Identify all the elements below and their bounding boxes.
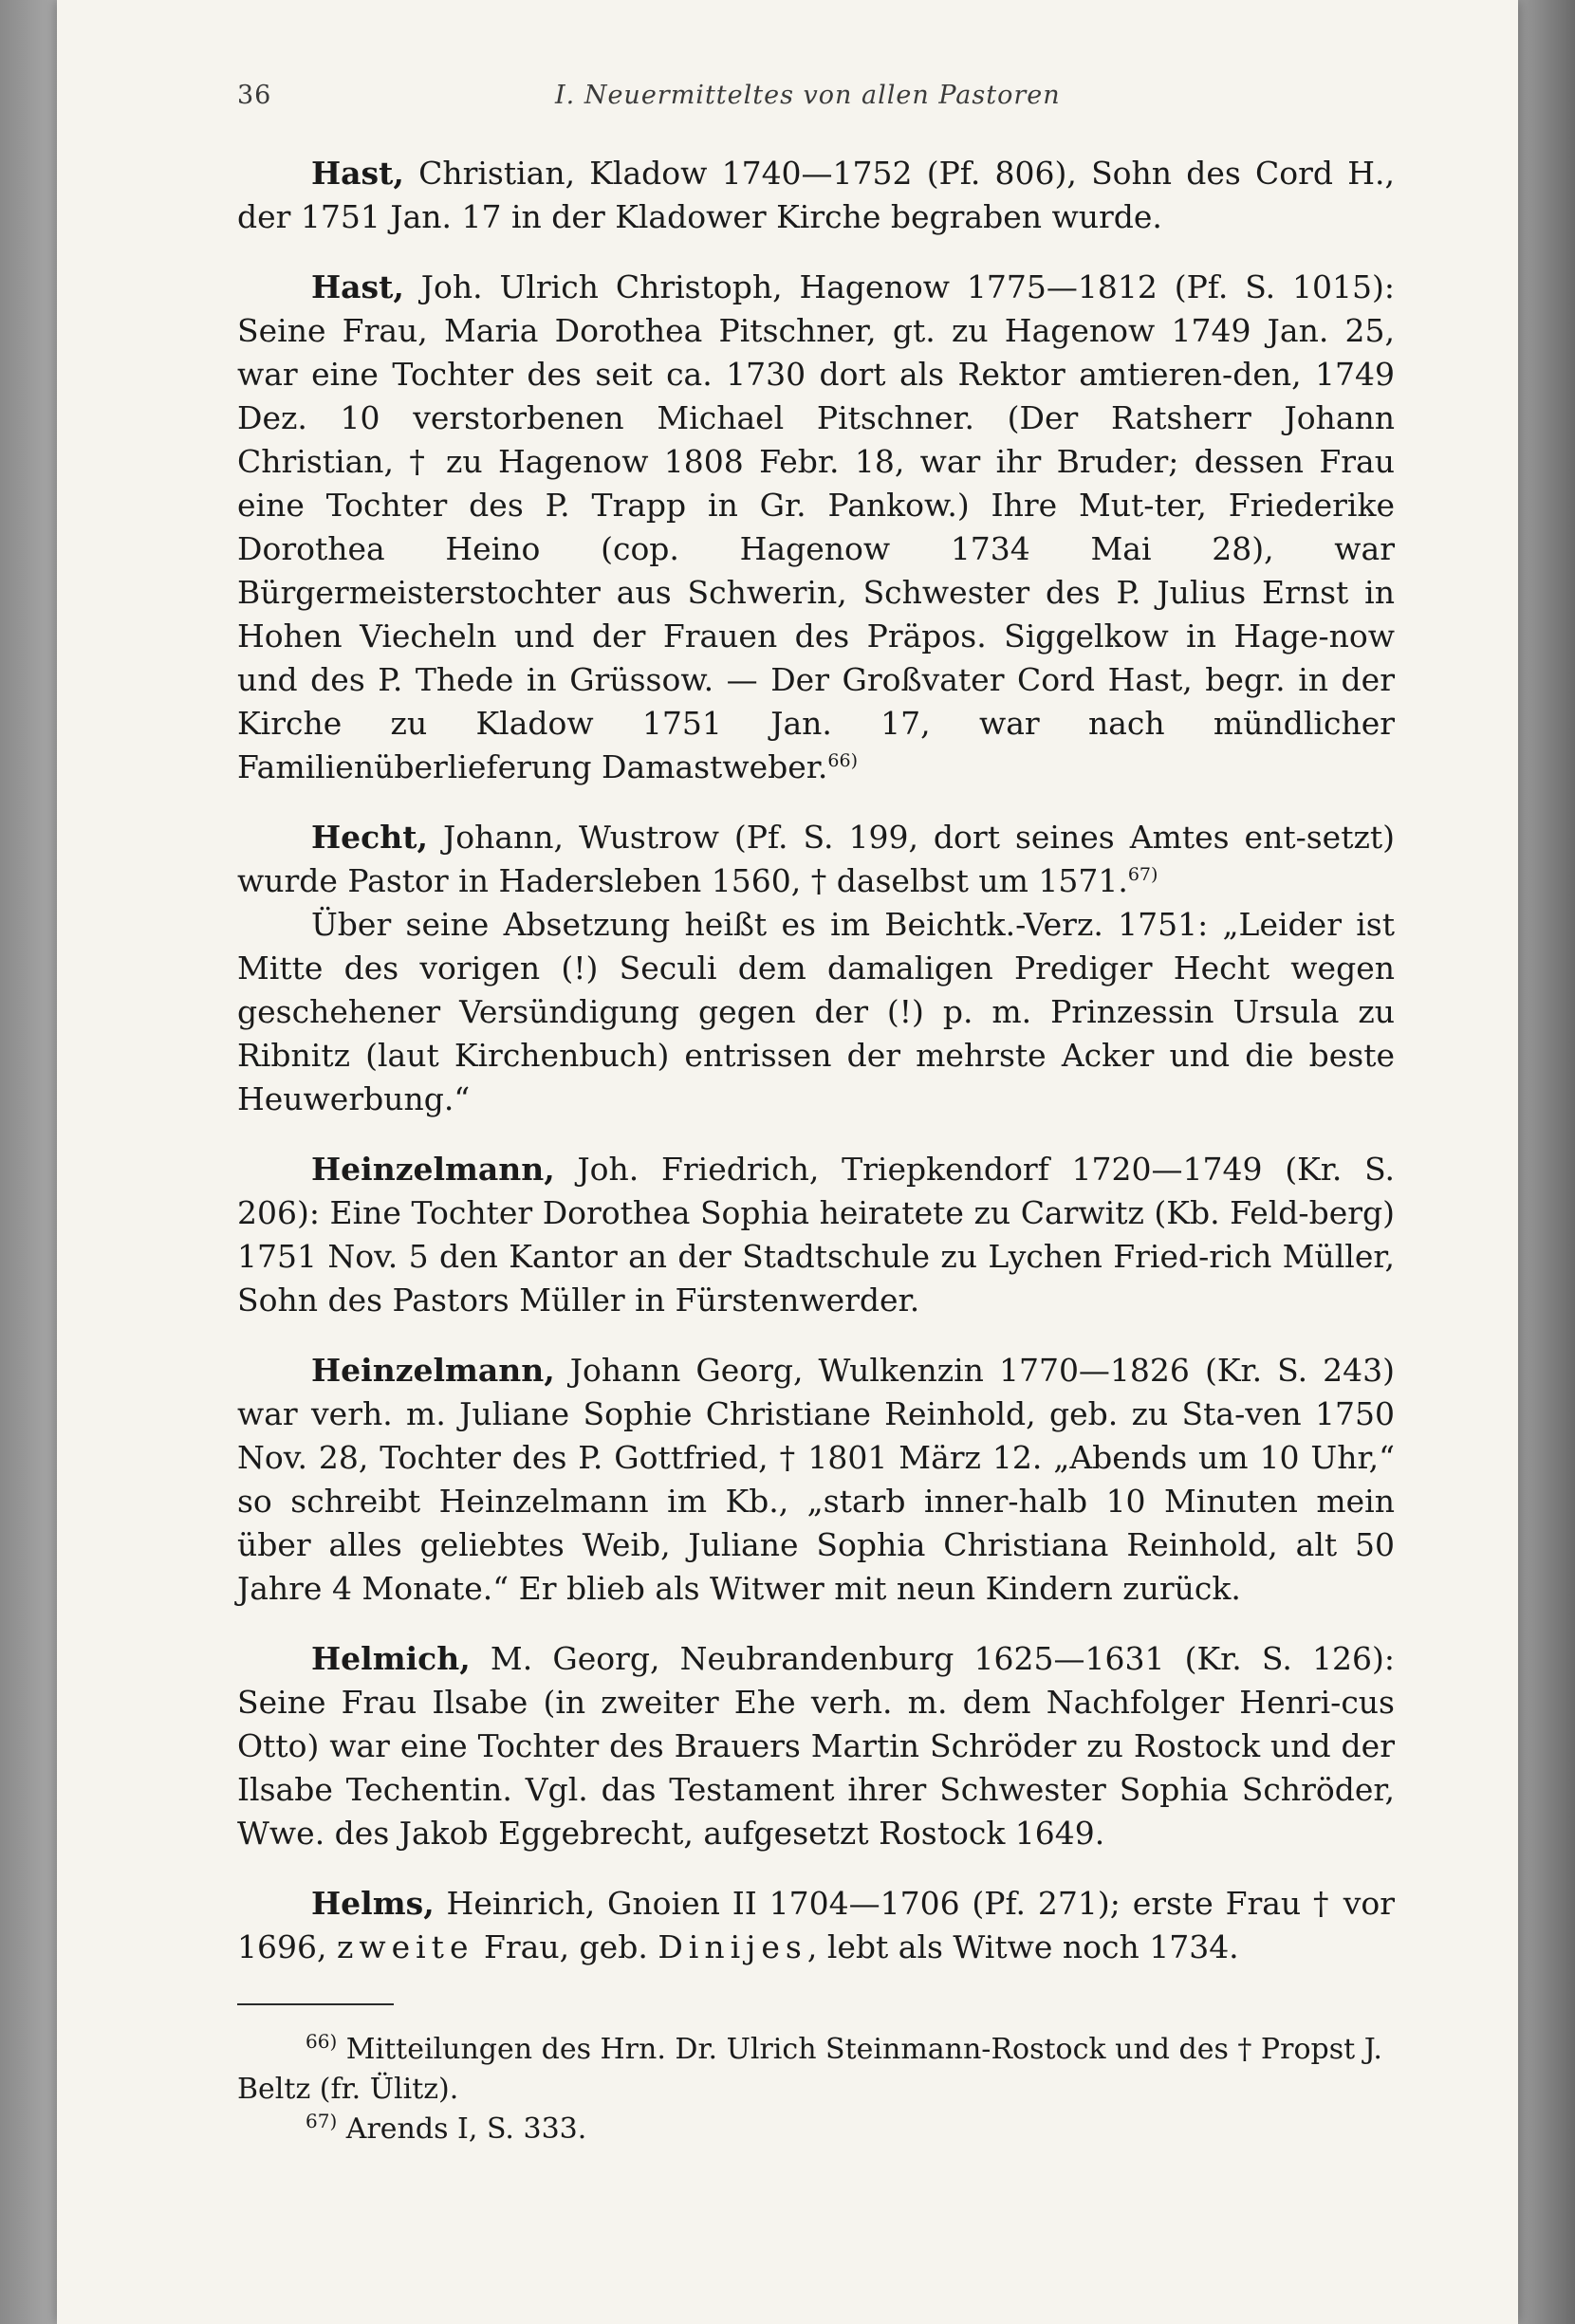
entry-text: Frau, geb.: [473, 1928, 658, 1965]
entry-name: Hecht,: [311, 819, 428, 856]
footnote-ref: 67): [1127, 864, 1158, 885]
footnote-66: [237, 2030, 1395, 2110]
book-page: [57, 0, 1518, 2324]
entry-continuation: Über seine Absetzung heißt es im Beichtk.-Verz. 1751: „Leider ist Mitte des vorigen (!) Seculi dem damaligen Prediger Hecht wegen geschehener Versündigung gegen der (!) p. m. Prinzessin Ursula zu Ribnitz (laut Kirchenbuch) entrissen der mehrste Acker und die beste Heuwerbung.“: [237, 906, 1395, 1117]
entry-heinzelmann-joh-friedrich: [237, 1148, 1395, 1322]
entry-heinzelmann-johann-georg: [237, 1349, 1395, 1611]
entry-text: Christian, Kladow 1740—1752 (Pf. 806), Sohn des Cord H., der 1751 Jan. 17 in der Kladower Kirche begraben wurde.: [237, 155, 1395, 235]
footnote-mark: 66): [306, 2030, 338, 2053]
entry-text-spaced: zweite: [336, 1928, 474, 1965]
footnote-rule: [237, 2003, 394, 2005]
entry-text: Johann, Wustrow (Pf. S. 199, dort seines Amtes ent-setzt) wurde Pastor in Hadersleben 1560, † daselbst um 1571.: [237, 819, 1395, 899]
entry-name: Helmich,: [311, 1640, 471, 1677]
footnote-ref: 66): [827, 750, 858, 771]
footnote-mark: 67): [306, 2110, 338, 2132]
footnote-text: Arends I, S. 333.: [337, 2112, 587, 2146]
entry-name: Heinzelmann,: [311, 1352, 555, 1389]
footnote-text: Mitteilungen des Hrn. Dr. Ulrich Steinmann-Rostock und des † Propst J. Beltz (fr. Ülitz).: [237, 2033, 1382, 2106]
page-content: [237, 81, 1395, 2149]
entry-text: Joh. Ulrich Christoph, Hagenow 1775—1812 (Pf. S. 1015): Seine Frau, Maria Dorothea Pitschner, gt. zu Hagenow 1749 Jan. 25, war eine Tochter des seit ca. 1730 dort als Rektor amtieren-den, 1749 Dez. 10 verstorbenen Michael Pitschner. (Der Ratsherr Johann Christian, † zu Hagenow 1808 Febr. 18, war ihr Bruder; dessen Frau eine Tochter des P. Trapp in Gr. Pankow.) Ihre Mut-ter, Friederike Dorothea Heino (cop. Hagenow 1734 Mai 28), war Bürgermeisterstochter aus Schwerin, Schwester des P. Julius Ernst in Hohen Viecheln und der Frauen des Präpos. Siggelkow in Hage-now und des P. Thede in Grüssow. — Der Großvater Cord Hast, begr. in der Kirche zu Kladow 1751 Jan. 17, war nach mündlicher Familienüberlieferung Damastweber.: [237, 268, 1395, 785]
entry-name: Helms,: [311, 1885, 435, 1922]
running-head: [237, 81, 1395, 110]
entry-text: , lebt als Witwe noch 1734.: [806, 1928, 1239, 1965]
entry-helmich: [237, 1637, 1395, 1855]
entry-hast-christian: [237, 152, 1395, 239]
entry-text: M. Georg, Neubrandenburg 1625—1631 (Kr. S. 126): Seine Frau Ilsabe (in zweiter Ehe verh. m. dem Nachfolger Henri-cus Otto) war eine Tochter des Brauers Martin Schröder zu Rostock und der Ilsabe Techentin. Vgl. das Testament ihrer Schwester Sophia Schröder, Wwe. des Jakob Eggebrecht, aufgesetzt Rostock 1649.: [237, 1640, 1395, 1852]
entry-text: Heinrich, Gnoien II 1704—1706 (Pf. 271); erste Frau † vor 1696,: [237, 1885, 1395, 1965]
entry-text: Joh. Friedrich, Triepkendorf 1720—1749 (Kr. S. 206): Eine Tochter Dorothea Sophia heiratete zu Carwitz (Kb. Feld-berg) 1751 Nov. 5 den Kantor an der Stadtschule zu Lychen Fried-rich Müller, Sohn des Pastors Müller in Fürstenwerder.: [237, 1151, 1395, 1319]
running-title: I. Neuermitteltes von allen Pastoren: [555, 81, 1061, 110]
entry-helms: [237, 1882, 1395, 1969]
entry-name: Heinzelmann,: [311, 1151, 555, 1188]
entry-hast-joh: [237, 266, 1395, 789]
page-number: 36: [237, 81, 272, 110]
entry-hecht: [237, 816, 1395, 1121]
footnotes: [237, 2030, 1395, 2149]
entry-name: Hast,: [311, 268, 404, 305]
entry-text: Johann Georg, Wulkenzin 1770—1826 (Kr. S. 243) war verh. m. Juliane Sophie Christiane Reinhold, geb. zu Sta-ven 1750 Nov. 28, Tochter des P. Gottfried, † 1801 März 12. „Abends um 10 Uhr,“ so schreibt Heinzelmann im Kb., „starb inner-halb 10 Minuten mein über alles geliebtes Weib, Juliane Sophia Christiana Reinhold, alt 50 Jahre 4 Monate.“ Er blieb als Witwer mit neun Kindern zurück.: [237, 1352, 1395, 1607]
entry-text-spaced: Dinijes: [658, 1928, 807, 1965]
footnote-67: [237, 2110, 1395, 2149]
entry-name: Hast,: [311, 155, 404, 192]
